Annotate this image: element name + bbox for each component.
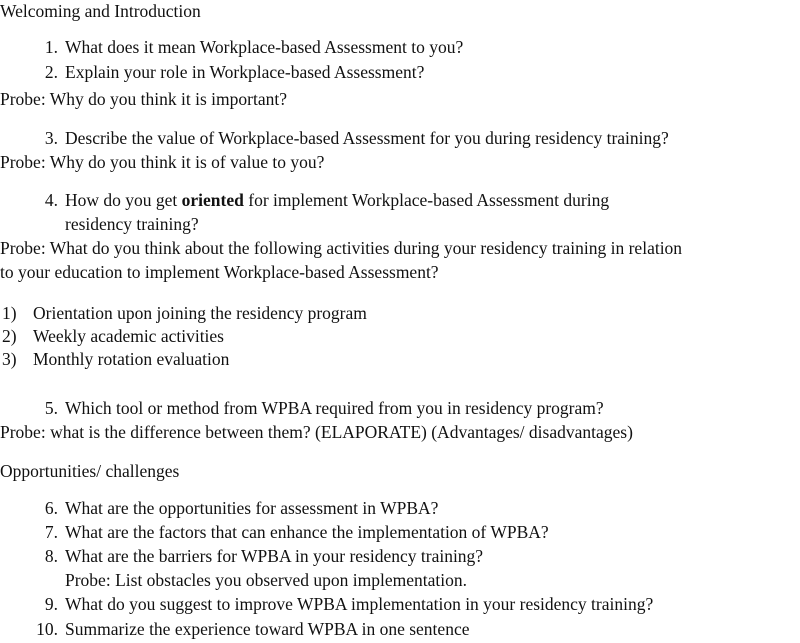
- probe-3: [0, 237, 682, 259]
- question-number: 1.: [44, 37, 58, 57]
- question-text: Summarize the experience toward WPBA in one sentence: [65, 619, 470, 639]
- question-text: [65, 189, 609, 211]
- question-number: 3.: [44, 128, 58, 148]
- section-heading-welcoming: Welcoming and Introduction: [0, 1, 201, 21]
- question-text-cont: residency training?: [65, 214, 199, 234]
- question-number: 10.: [36, 619, 58, 639]
- question-text-bold: oriented: [181, 190, 244, 210]
- question-number: 8.: [44, 546, 58, 566]
- probe-label: Probe:: [0, 89, 46, 109]
- probe-4: [0, 421, 633, 443]
- probe-text: Why do you think it is important?: [49, 89, 287, 109]
- probe-label: Probe:: [0, 152, 46, 172]
- probe-text: Why do you think it is of value to you?: [49, 152, 325, 172]
- question-number: 2.: [44, 62, 58, 82]
- probe-label: Probe:: [0, 422, 46, 442]
- question-text: What do you suggest to improve WPBA implementation in your residency training?: [65, 594, 654, 614]
- probe-2: [0, 151, 324, 173]
- probe-3-continuation: to your education to implement Workplace-based Assessment?: [0, 262, 439, 282]
- probe-text: List obstacles you observed upon implementation.: [115, 570, 467, 590]
- question-text: Describe the value of Workplace-based Assessment for you during residency training?: [65, 128, 669, 148]
- section-heading-opportunities: Opportunities/ challenges: [0, 461, 180, 481]
- activity-number: 2): [2, 326, 17, 346]
- question-text: What does it mean Workplace-based Assessment to you?: [65, 37, 464, 57]
- question-text: Explain your role in Workplace-based Assessment?: [65, 62, 425, 82]
- probe-inline: [65, 569, 467, 591]
- activity-number: 1): [2, 303, 17, 323]
- question-number: 6.: [44, 498, 58, 518]
- question-number: 7.: [44, 522, 58, 542]
- question-number: 5.: [44, 398, 58, 418]
- question-text-pre: How do you get: [65, 190, 182, 210]
- probe-text: what is the difference between them? (ELAPORATE) (Advantages/ disadvantages): [50, 422, 633, 442]
- activity-text: Weekly academic activities: [33, 326, 224, 346]
- activity-text: Orientation upon joining the residency program: [33, 303, 367, 323]
- probe-label: Probe:: [0, 238, 46, 258]
- activity-text: Monthly rotation evaluation: [33, 349, 230, 369]
- question-text: Which tool or method from WPBA required from you in residency program?: [65, 398, 604, 418]
- question-text: What are the factors that can enhance the implementation of WPBA?: [65, 522, 549, 542]
- probe-1: [0, 88, 287, 110]
- probe-label: Probe:: [65, 570, 111, 590]
- question-text: What are the barriers for WPBA in your residency training?: [65, 546, 484, 566]
- question-number: 9.: [44, 594, 58, 614]
- question-number: 4.: [44, 190, 58, 210]
- activity-number: 3): [2, 349, 17, 369]
- question-text: What are the opportunities for assessment in WPBA?: [65, 498, 439, 518]
- question-text-post: for implement Workplace-based Assessment during: [243, 190, 610, 210]
- probe-text: What do you think about the following activities during your residency training in relation: [49, 238, 683, 258]
